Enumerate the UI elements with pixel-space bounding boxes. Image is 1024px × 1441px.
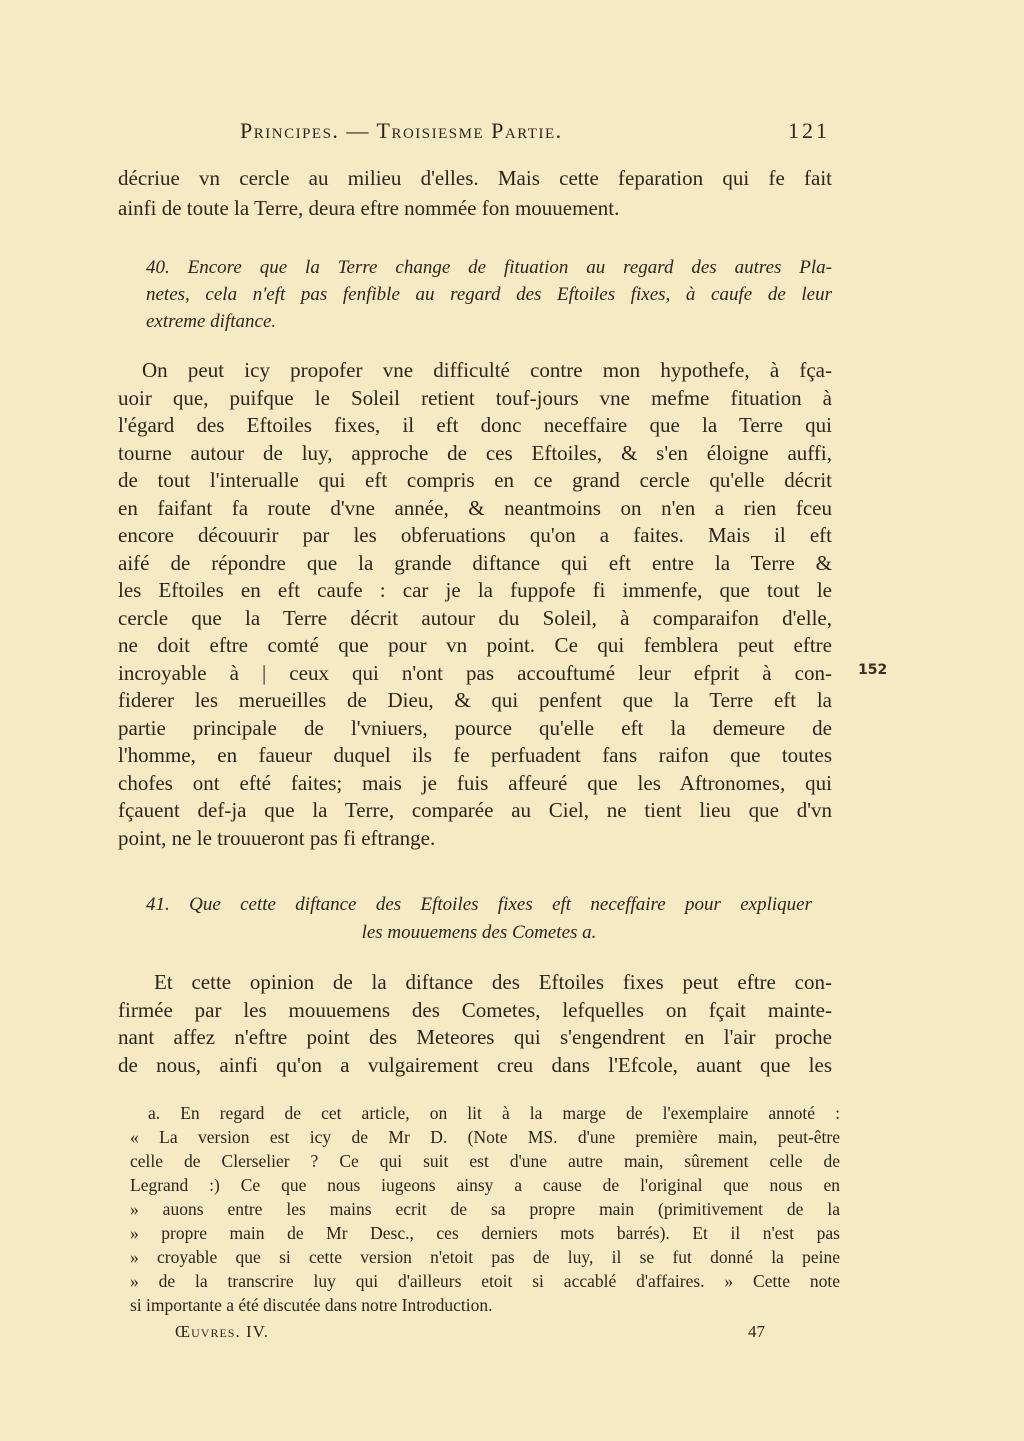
text-line: en faifant fa route d'vne année, & neantmoins on n'en a rien fceu <box>118 495 832 520</box>
text-line: On peut icy propofer vne difficulté contre mon hypothefe, à fça- <box>142 358 832 382</box>
text-line: décriue vn cercle au milieu d'elles. Mais cette feparation qui fe fait <box>118 166 832 190</box>
text-line: l'égard des Eftoiles fixes, il eft donc neceffaire que la Terre qui <box>118 413 832 437</box>
footnote-line: » auons entre les mains ecrit de sa propre main (primitivement de la <box>130 1199 840 1219</box>
text-line: encore découurir par les obferuations qu'on a faites. Mais il eft <box>118 523 832 547</box>
intro-paragraph <box>118 166 832 226</box>
title-line: extreme diftance. <box>146 311 277 332</box>
title-line: les mouuemens des Cometes a. <box>361 922 597 943</box>
footer-signature: 47 <box>748 1322 765 1341</box>
footnote-line: a. En regard de cet article, on lit à la marge de l'exemplaire annoté : <box>148 1103 840 1123</box>
text-line: fçauent def-ja que la Terre, comparée au Ciel, ne tient lieu que d'vn <box>118 798 832 822</box>
title-line: 40. Encore que la Terre change de fituation au regard des autres Pla- <box>146 257 832 278</box>
text-line: cercle que la Terre décrit autour du Soleil, à comparaifon d'elle, <box>118 605 832 630</box>
footnote-line: si importante a été discutée dans notre Introduction. <box>130 1295 493 1315</box>
text-line: tourne autour de luy, approche de ces Eftoiles, & s'en éloigne auffi, <box>118 440 832 465</box>
text-line: incroyable à | ceux qui n'ont pas accouftumé leur efprit à con- <box>118 660 832 685</box>
text-line: point, ne le trouueront pas fi eftrange. <box>118 825 436 850</box>
running-title: Principes. — Troisiesme Partie. <box>240 118 563 143</box>
text-line: l'homme, en faueur duquel ils fe perfuadent fans raifon que toutes <box>118 743 832 767</box>
text-line: de nous, ainfi qu'on a vulgairement creu dans l'Efcole, auant que les <box>118 1052 832 1077</box>
text-line: uoir que, puifque le Soleil retient touf-jours vne mefme fituation à <box>118 385 832 410</box>
text-line: chofes ont efté faites; mais je fuis affeuré que les Aftronomes, qui <box>118 770 832 795</box>
footnote-line: « La version est icy de Mr D. (Note MS. d'une première main, peut-être <box>130 1127 840 1147</box>
footnote-line: Legrand :) Ce que nous iugeons ainsy a cause de l'original que nous en <box>130 1175 840 1195</box>
text-line: les Eftoiles en eft caufe : car je la fuppofe fi immenfe, que tout le <box>118 578 832 602</box>
text-line: ne doit eftre comté que pour vn point. Ce qui femblera peut eftre <box>118 633 832 657</box>
text-line: Et cette opinion de la diftance des Eftoiles fixes peut eftre con- <box>154 970 832 994</box>
title-line: netes, cela n'eft pas fenfible au regard des Eftoiles fixes, à caufe de leur <box>146 284 832 305</box>
footnote-line: » croyable que si cette version n'etoit pas de luy, il se fut donné la peine <box>130 1247 840 1267</box>
text-line: firmée par les mouuemens des Cometes, lefquelles on fçait mainte- <box>118 997 832 1022</box>
text-line: aifé de répondre que la grande diftance qui eft entre la Terre & <box>118 550 832 575</box>
text-line: partie principale de l'vniuers, pource qu'elle eft la demeure de <box>118 715 832 740</box>
page-number: 121 <box>788 118 830 143</box>
text-line: fiderer les merueilles de Dieu, & qui penfent que la Terre eft la <box>118 688 832 712</box>
footnote-line: » propre main de Mr Desc., ces derniers mots barrés). Et il n'est pas <box>130 1223 840 1243</box>
text-line: de tout l'interualle qui eft compris en ce grand cercle qu'elle décrit <box>118 468 832 492</box>
title-line: 41. Que cette diftance des Eftoiles fixes eft neceffaire pour expliquer <box>146 894 812 915</box>
text-line: nant affez n'eftre point des Meteores qui s'engendrent en l'air proche <box>118 1025 832 1049</box>
margin-page-number: 152 <box>858 662 888 678</box>
text-line: ainfi de toute la Terre, deura eftre nommée fon mouuement. <box>118 196 620 220</box>
footnote-line: » de la transcrire luy qui d'ailleurs etoit si accablé d'affaires. » Cette note <box>130 1271 840 1291</box>
footer-volume: Œuvres. IV. <box>175 1322 269 1341</box>
footnote-line: celle de Clerselier ? Ce qui suit est d'une autre main, sûrement celle de <box>130 1151 840 1171</box>
